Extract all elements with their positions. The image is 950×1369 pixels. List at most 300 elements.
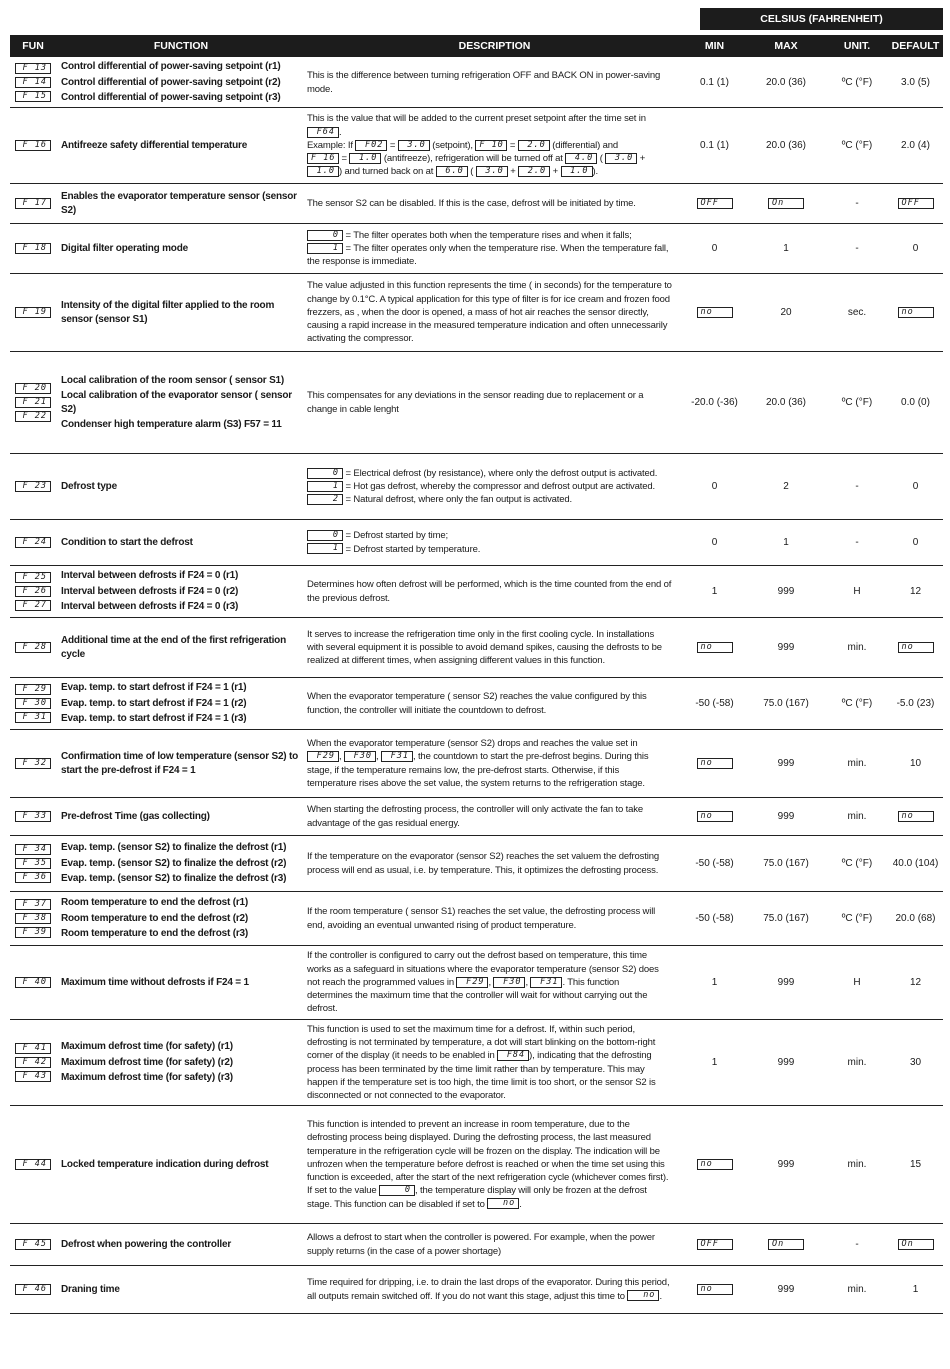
function-name: Room temperature to end the defrost (r1)	[61, 897, 249, 909]
table-row	[10, 798, 943, 836]
lcd-value: F31	[381, 751, 413, 762]
default-value: 0	[912, 481, 919, 492]
max-value: 999	[777, 1159, 795, 1170]
header-fun: FUN	[22, 40, 44, 52]
lcd-value: On	[898, 1239, 934, 1250]
min-value: -50 (-58)	[695, 698, 734, 709]
description-text: ,	[375, 751, 381, 763]
default-value: 10	[909, 758, 922, 769]
function-name: Maximum defrost time (for safety) (r2)	[61, 1056, 233, 1068]
max-value: 1	[783, 243, 789, 254]
min-value	[683, 1266, 746, 1313]
description-line	[307, 777, 683, 790]
description-text: Allows a defrost to start when the controller is powered. For example, when the power	[307, 1232, 655, 1244]
lcd-value: no	[697, 1284, 733, 1295]
lcd-value: F 45	[15, 1239, 51, 1250]
lcd-value: no	[697, 1159, 733, 1170]
fun-codes	[15, 520, 57, 565]
unit-value: sec.	[847, 307, 867, 318]
description-text: When the evaporator temperature ( sensor S2) reaches the value configured by this	[307, 691, 647, 703]
description-text: ,	[339, 751, 344, 763]
table-row	[10, 892, 943, 946]
description-text: defrosting is not terminated by temperature, a dot will start blinking on the bottom-right	[307, 1037, 656, 1049]
fun-code	[15, 198, 57, 210]
max-value: 999	[777, 642, 795, 653]
fun-code	[15, 243, 57, 255]
min-value	[683, 730, 746, 797]
fun-code	[15, 758, 57, 770]
description-text: happen if the temperature set is too high, the time limit is too short, or the sensor S2 is	[307, 1076, 656, 1088]
min-value: -20.0 (-36)	[691, 397, 738, 408]
description-text: (	[597, 153, 606, 165]
function-names	[61, 566, 304, 617]
function-names	[61, 678, 304, 729]
description	[307, 836, 683, 891]
description-line	[307, 654, 683, 667]
default-value: 1	[912, 1284, 919, 1295]
lcd-value: F 38	[15, 913, 51, 924]
min-value: 1	[711, 977, 718, 988]
table-row	[10, 454, 943, 520]
fun-code	[15, 572, 57, 584]
fun-codes	[15, 1020, 57, 1105]
description-line	[307, 139, 683, 152]
function-names	[61, 352, 304, 453]
description-text: all outputs remain switched off. If you do not want this stage, adjust this time to	[307, 1290, 628, 1302]
function-names	[61, 946, 304, 1019]
description-text: = Electrical defrost (by resistance), where only the defrost output is activated.	[343, 467, 658, 479]
description-line	[307, 306, 683, 319]
lcd-value: 2.0	[518, 166, 550, 177]
function-names	[61, 108, 304, 183]
function-names	[61, 1020, 304, 1105]
description-text: The value adjusted in this function represents the time ( in seconds) for the temperature to	[307, 280, 672, 292]
function-names	[61, 618, 304, 677]
lcd-value: F 34	[15, 844, 51, 855]
description-text: advantage of the gas residual energy.	[307, 817, 460, 829]
fun-code	[15, 91, 57, 103]
lcd-value: On	[768, 198, 804, 209]
description-text: ), indicating that the defrosting	[529, 1050, 652, 1062]
fun-code	[15, 712, 57, 724]
default-value: 30	[909, 1057, 922, 1068]
description-line	[307, 737, 683, 750]
min-value	[683, 618, 746, 677]
function-name: Draning time	[61, 1283, 120, 1295]
fun-codes	[15, 618, 57, 677]
description-text: =	[387, 139, 398, 151]
unit-value: -	[855, 198, 859, 209]
description-text: This is the value that will be added to the current preset setpoint after the time set in	[307, 113, 646, 125]
description	[307, 566, 683, 617]
unit-value: min.	[847, 642, 867, 653]
unit-value: -	[855, 243, 859, 254]
table-row	[10, 58, 943, 108]
function-name: Evap. temp. to start defrost if F24 = 1 (r3)	[61, 713, 247, 725]
lcd-value: F30	[493, 977, 525, 988]
unit-value: ºC (°F)	[841, 140, 873, 151]
fun-code	[15, 1239, 57, 1251]
lcd-value: F 28	[15, 642, 51, 653]
fun-codes	[15, 1266, 57, 1313]
unit-value: ºC (°F)	[841, 913, 873, 924]
description-text: When starting the defrosting process, the controller will only activate the fan to take	[307, 804, 643, 816]
lcd-value: no	[898, 307, 934, 318]
function-names	[61, 1266, 304, 1313]
lcd-value: F 37	[15, 899, 51, 910]
unit-value: -	[855, 537, 859, 548]
lcd-value: F 16	[307, 153, 339, 164]
function-name: Interval between defrosts if F24 = 0 (r2)	[61, 585, 239, 597]
max-value: 999	[777, 586, 795, 597]
function-name: Antifreeze safety differential temperature	[61, 139, 248, 151]
description	[307, 946, 683, 1019]
lcd-value: F 33	[15, 811, 51, 822]
description-text: If the room temperature ( sensor S1) reaches the set value, the defrosting process will	[307, 906, 656, 918]
lcd-value: 4.0	[565, 153, 597, 164]
function-name: Maximum defrost time (for safety) (r3)	[61, 1072, 233, 1084]
fun-code	[15, 600, 57, 612]
function-name: Maximum time without defrosts if F24 = 1	[61, 976, 249, 988]
description-text: +	[550, 166, 561, 178]
description-text: = Natural defrost, where only the fan output is activated.	[343, 494, 573, 506]
fun-codes	[15, 730, 57, 797]
table-row	[10, 836, 943, 892]
unit-value: ºC (°F)	[841, 397, 873, 408]
max-value: 999	[777, 977, 795, 988]
function-name: Control differential of power-saving setpoint (r1)	[61, 61, 281, 73]
lcd-value: F84	[497, 1050, 529, 1061]
lcd-value: no	[697, 642, 733, 653]
celsius-fahrenheit-banner: CELSIUS (FAHRENHEIT)	[700, 8, 943, 30]
fun-code	[15, 858, 57, 870]
table-row	[10, 274, 943, 352]
description-text: (setpoint),	[429, 139, 476, 151]
description-line	[307, 1145, 683, 1158]
description-line	[307, 242, 683, 255]
function-name: Enables the evaporator temperature sensor (sensor S2)	[61, 191, 297, 216]
description-text: realized at different times, when assigning different values in this function.	[307, 655, 605, 667]
description-line	[307, 543, 683, 556]
description-text: change by 0.1°C. A typical application for this type of filter is for ice cream and frozen food	[307, 293, 670, 305]
min-value: -50 (-58)	[695, 913, 734, 924]
fun-codes	[15, 454, 57, 519]
min-value: 0	[711, 481, 718, 492]
lcd-value: no	[898, 642, 934, 653]
max-value: 75.0 (167)	[763, 913, 809, 924]
lcd-value: F 39	[15, 927, 51, 938]
description-text: .	[519, 1198, 522, 1210]
default-value: 0	[912, 243, 919, 254]
lcd-value: F 40	[15, 977, 51, 988]
description-text: stage. This function can be disabled if set to	[307, 1198, 488, 1210]
max-value: 20.0 (36)	[765, 397, 807, 408]
fun-code	[15, 927, 57, 939]
description-text: ,	[525, 976, 531, 988]
description-text: process will end as usual, i.e. by temperature. This, it optimizes the defrosting process.	[307, 864, 659, 876]
lcd-value: OFF	[898, 198, 934, 209]
function-name: Pre-defrost Time (gas collecting)	[61, 810, 210, 822]
lcd-value: F 13	[15, 63, 51, 74]
description-text: function is exceeded, after the start of the next refrigeration cycle (whichever comes first).	[307, 1172, 669, 1184]
function-names	[61, 836, 304, 891]
description-line	[307, 1198, 683, 1211]
lcd-value: F 22	[15, 411, 51, 422]
lcd-value: F 16	[15, 140, 51, 151]
description-text: defrost.	[307, 1003, 338, 1015]
description-line	[307, 1036, 683, 1049]
description-line	[307, 1063, 683, 1076]
table-header	[10, 35, 943, 57]
description-text: causing a rapid increase in the measured temperature indication and often unnecessarily	[307, 320, 668, 332]
default-value: 0.0 (0)	[901, 397, 930, 408]
description-text: with several equipment it is possible to avoid demand spikes, causing the defrosts to be	[307, 641, 662, 653]
table-row	[10, 520, 943, 566]
description-text: corner of the display (it needs to be enabled in	[307, 1050, 498, 1062]
description-line	[307, 332, 683, 345]
default-value	[888, 184, 943, 223]
description-text: temperature in the refrigeration cycle will be frozen on the display. The indication will be	[307, 1145, 660, 1157]
lcd-value: F 42	[15, 1057, 51, 1068]
description-line	[307, 817, 683, 830]
min-value: 1	[711, 1057, 718, 1068]
default-value: 3.0 (5)	[901, 77, 930, 88]
fun-codes	[15, 1106, 57, 1223]
max-value	[746, 184, 826, 223]
default-value: 12	[909, 586, 922, 597]
description-line	[307, 165, 683, 178]
fun-codes	[15, 352, 57, 453]
default-value: 15	[909, 1159, 922, 1170]
min-value: -50 (-58)	[695, 858, 734, 869]
description-line	[307, 592, 683, 605]
description-text: the previous defrost.	[307, 592, 390, 604]
description-text: ) and turned back on at	[339, 166, 436, 178]
lcd-value: F 35	[15, 858, 51, 869]
function-name: Evap. temp. to start defrost if F24 = 1 (r1)	[61, 682, 247, 694]
description	[307, 798, 683, 835]
min-value: 0.1 (1)	[700, 140, 729, 151]
description-line	[307, 1089, 683, 1102]
lcd-value: 0	[307, 468, 343, 479]
description-text: , the temperature display will only be frozen at the defrost	[415, 1185, 647, 1197]
table-row	[10, 566, 943, 618]
unit-value: ºC (°F)	[841, 698, 873, 709]
lcd-value: F 21	[15, 397, 51, 408]
fun-code	[15, 307, 57, 319]
lcd-value: F 25	[15, 572, 51, 583]
description-text: When the evaporator temperature (sensor S2) drops and reaches the value set in	[307, 738, 638, 750]
lcd-value: F 19	[15, 307, 51, 318]
function-names	[61, 1224, 304, 1265]
description-line	[307, 864, 683, 877]
lcd-value: 1	[307, 243, 343, 254]
description-text: =	[507, 139, 518, 151]
function-name: Defrost when powering the controller	[61, 1238, 232, 1250]
fun-code	[15, 397, 57, 409]
function-name: Condenser high temperature alarm (S3) F57 = 11	[61, 419, 282, 430]
fun-codes	[15, 58, 57, 107]
lcd-value: F 26	[15, 586, 51, 597]
description-text: the response is immediate.	[307, 256, 417, 268]
table-row	[10, 1266, 943, 1314]
fun-codes	[15, 224, 57, 273]
table-row	[10, 678, 943, 730]
min-value	[683, 184, 746, 223]
function-name: Confirmation time of low temperature (sensor S2) to start the pre-defrost if F24 = 1	[61, 751, 299, 776]
description-line	[307, 850, 683, 863]
description	[307, 58, 683, 107]
max-value: 1	[783, 537, 789, 548]
parameter-table	[10, 58, 943, 1314]
default-value	[888, 274, 943, 351]
function-name: Local calibration of the room sensor ( sensor S1)	[61, 374, 285, 386]
description-text: +	[507, 166, 519, 178]
description-line	[307, 1049, 683, 1062]
description	[307, 352, 683, 453]
description-line	[307, 1276, 683, 1289]
header-default: DEFAULT	[891, 40, 940, 52]
description-text: (	[467, 166, 476, 178]
function-name: Evap. temp. (sensor S2) to finalize the defrost (r1)	[61, 842, 287, 854]
description-text: (differential) and	[549, 139, 618, 151]
description-line	[307, 229, 683, 242]
lcd-value: F 30	[15, 698, 51, 709]
function-name: Control differential of power-saving setpoint (r3)	[61, 92, 281, 104]
description-line	[307, 905, 683, 918]
description-text: = The filter operates both when the temperature rises and when it falls;	[343, 229, 632, 241]
fun-codes	[15, 1224, 57, 1265]
function-name: Interval between defrosts if F24 = 0 (r3)	[61, 601, 239, 613]
unit-value: min.	[847, 811, 867, 822]
description-text: +	[637, 153, 646, 165]
fun-code	[15, 1159, 57, 1171]
lcd-value: On	[768, 1239, 804, 1250]
lcd-value: F 32	[15, 758, 51, 769]
default-value: -5.0 (23)	[896, 698, 935, 709]
fun-code	[15, 977, 57, 989]
description	[307, 224, 683, 273]
max-value: 999	[777, 1057, 795, 1068]
unit-value: min.	[847, 1159, 867, 1170]
description-text: activating the compressor.	[307, 333, 414, 345]
description-line	[307, 126, 683, 139]
max-value: 20.0 (36)	[765, 140, 807, 151]
table-row	[10, 352, 943, 454]
fun-code	[15, 586, 57, 598]
max-value: 75.0 (167)	[763, 698, 809, 709]
fun-code	[15, 1284, 57, 1296]
description-text: = The filter operates only when the temperature rise. When the temperature fall,	[343, 242, 669, 254]
description-line	[307, 112, 683, 125]
description-text: = Hot gas defrost, whereby the compressor and defrost output are activated.	[343, 480, 656, 492]
description-line	[307, 83, 683, 96]
unit-value: -	[855, 481, 859, 492]
description-text: =	[339, 153, 350, 165]
description-line	[307, 493, 683, 506]
lcd-value: 2	[307, 494, 343, 505]
description-line	[307, 389, 683, 402]
function-names	[61, 184, 304, 223]
description-text: .	[339, 126, 342, 138]
description-line	[307, 1245, 683, 1258]
lcd-value: F 17	[15, 198, 51, 209]
description-text: temperature rises above the set value, the system returns to the refrigeration stage.	[307, 777, 645, 789]
description-text: If set to the value	[307, 1185, 379, 1197]
table-row	[10, 108, 943, 184]
description-line	[307, 293, 683, 306]
description	[307, 1020, 683, 1105]
lcd-value: 6.0	[436, 166, 468, 177]
table-row	[10, 1224, 943, 1266]
function-name: Evap. temp. (sensor S2) to finalize the defrost (r3)	[61, 873, 287, 885]
fun-code	[15, 913, 57, 925]
description-line	[307, 949, 683, 962]
description-line	[307, 989, 683, 1002]
description-line	[307, 963, 683, 976]
fun-code	[15, 684, 57, 696]
function-name: Interval between defrosts if F24 = 0 (r1)	[61, 570, 239, 582]
unit-value: -	[855, 1239, 859, 1250]
table-row	[10, 184, 943, 224]
description-line	[307, 1131, 683, 1144]
fun-code	[15, 844, 57, 856]
description	[307, 730, 683, 797]
default-value	[888, 618, 943, 677]
description-text: = Defrost started by time;	[343, 530, 448, 542]
description-line	[307, 152, 683, 165]
function-name: Local calibration of the evaporator sensor ( sensor S2)	[61, 390, 292, 415]
lcd-value: OFF	[697, 198, 733, 209]
header-description: DESCRIPTION	[458, 40, 531, 52]
description-line	[307, 1184, 683, 1197]
function-names	[61, 58, 304, 107]
min-value: 0	[711, 537, 718, 548]
description-text: Determines how often defrost will be performed, which is the time counted from the end of	[307, 579, 672, 591]
min-value	[683, 798, 746, 835]
lcd-value: no	[697, 811, 733, 822]
max-value	[746, 1224, 826, 1265]
lcd-value: F 36	[15, 872, 51, 883]
lcd-value: F 31	[15, 712, 51, 723]
description-text: This is the difference between turning refrigeration OFF and BACK ON in power-saving	[307, 70, 661, 82]
description-line	[307, 1002, 683, 1015]
lcd-value: F 15	[15, 91, 51, 102]
description-text: . This function	[562, 976, 620, 988]
description-line	[307, 750, 683, 763]
table-row	[10, 1020, 943, 1106]
function-name: Evap. temp. to start defrost if F24 = 1 (r2)	[61, 697, 247, 709]
description-text: (antifreeze), refrigeration will be turned off at	[381, 153, 566, 165]
function-names	[61, 274, 304, 351]
max-value: 999	[777, 758, 795, 769]
default-value: 12	[909, 977, 922, 988]
function-name: Locked temperature indication during defrost	[61, 1158, 269, 1170]
fun-codes	[15, 798, 57, 835]
fun-codes	[15, 274, 57, 351]
description-text: defrosting process being displayed. During the defrosting process, the last measured	[307, 1132, 651, 1144]
lcd-value: 0	[379, 1185, 415, 1196]
description-line	[307, 1158, 683, 1171]
description-text: Example: If	[307, 139, 356, 151]
description-line	[307, 1076, 683, 1089]
unit-value: min.	[847, 758, 867, 769]
description-text: This function is used to set the maximum time for a defrost. If, within such period,	[307, 1023, 635, 1035]
lcd-value: F64	[307, 127, 339, 138]
description	[307, 274, 683, 351]
unit-value: H	[853, 977, 861, 988]
description-line	[307, 1231, 683, 1244]
